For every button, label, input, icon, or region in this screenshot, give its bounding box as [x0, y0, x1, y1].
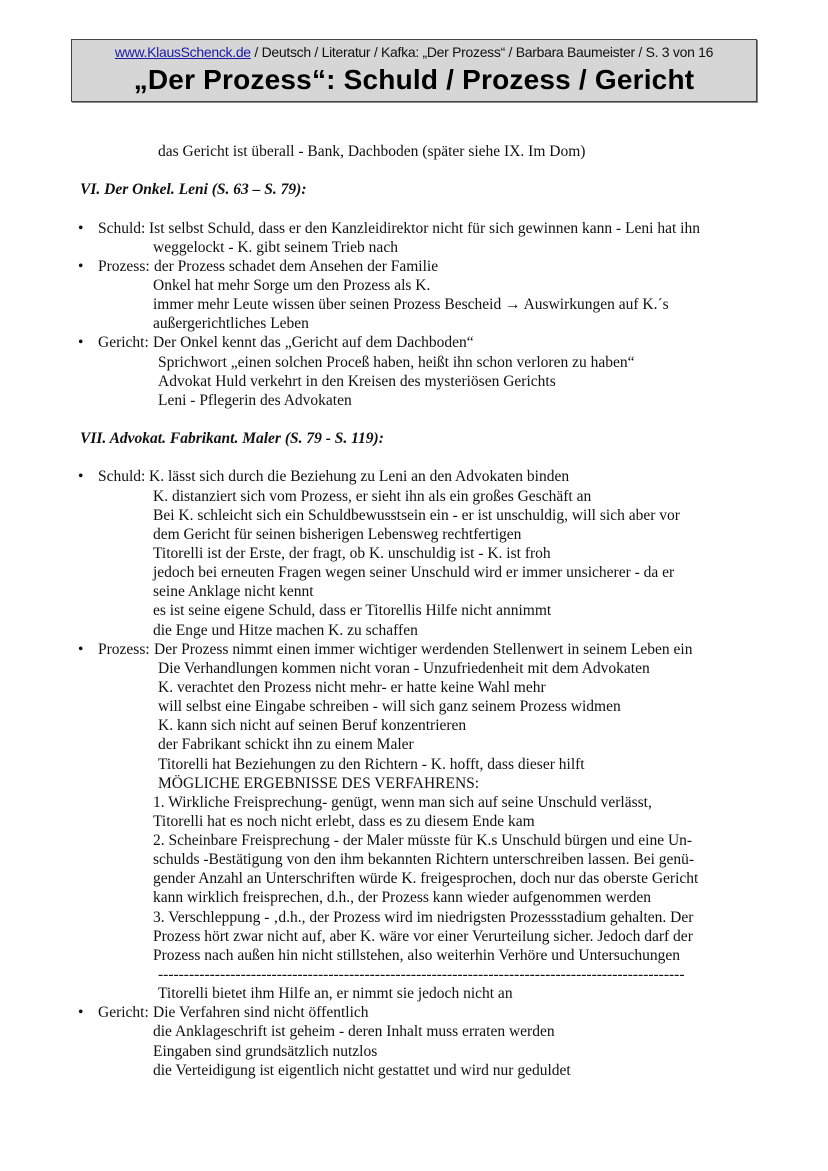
list-line	[0, 869, 828, 888]
spacer	[0, 161, 828, 180]
list-line	[0, 659, 828, 678]
item-text: Der Prozess nimmt einen immer wichtiger werdenden Stellenwert in seinem Leben ein	[154, 640, 693, 658]
bullet-icon: •	[78, 1004, 84, 1022]
item-text: Der Onkel kennt das „Gericht auf dem Dachboden“	[153, 334, 474, 352]
header-breadcrumb	[72, 44, 756, 60]
item-text: kann wirklich freisprechen, d.h., der Prozess kann wieder aufgenommen werden	[153, 889, 651, 907]
list-line	[0, 601, 828, 620]
item-text: der Fabrikant schickt ihn zu einem Maler	[158, 736, 414, 754]
item-text: K. verachtet den Prozess nicht mehr- er hatte keine Wahl mehr	[158, 678, 546, 696]
section-heading: VI. Der Onkel. Leni (S. 63 – S. 79):	[80, 181, 307, 199]
item-text: weggelockt - K. gibt seinem Trieb nach	[153, 238, 398, 256]
item-text: gender Anzahl an Unterschriften würde K. freigesprochen, doch nur das oberste Gericht	[153, 870, 699, 888]
bullet-icon: •	[78, 468, 84, 486]
list-line	[0, 487, 828, 506]
item-text: K. kann sich nicht auf seinen Beruf konzentrieren	[158, 717, 467, 735]
item-text: ------------------------------------------------------------------------------------------------------	[158, 966, 685, 984]
list-line	[0, 831, 828, 850]
section-heading: VII. Advokat. Fabrikant. Maler (S. 79 - S. 119):	[80, 430, 384, 448]
item-text: die Verteidigung ist eigentlich nicht gestattet und wird nur geduldet	[153, 1061, 571, 1079]
breadcrumb-text: / Deutsch / Literatur / Kafka: „Der Prozess“ / Barbara Baumeister / S. 3 von 16	[250, 44, 714, 60]
item-text: außergerichtliches Leben	[153, 315, 309, 333]
item-label: Prozess:	[98, 640, 150, 658]
item-text: seine Anklage nicht kennt	[153, 583, 314, 601]
item-text: Prozess nach außen hin nicht stillstehen, also weiterhin Verhöre und Untersuchungen	[153, 946, 681, 964]
list-line	[0, 525, 828, 544]
item-text: 1. Wirkliche Freisprechung- genügt, wenn man sich auf seine Unschuld verlässt,	[153, 793, 652, 811]
list-line	[0, 295, 828, 314]
item-text: Die Verfahren sind nicht öffentlich	[153, 1004, 369, 1022]
list-line	[0, 467, 828, 486]
list-line	[0, 774, 828, 793]
bullet-icon: •	[78, 219, 84, 237]
list-line	[0, 219, 828, 238]
bullet-icon: •	[78, 257, 84, 275]
list-line	[0, 716, 828, 735]
list-line	[0, 946, 828, 965]
list-line	[0, 735, 828, 754]
item-text: MÖGLICHE ERGEBNISSE DES VERFAHRENS:	[158, 774, 480, 792]
list-line	[0, 755, 828, 774]
item-label: Gericht:	[98, 334, 149, 352]
list-line	[0, 965, 828, 984]
list-line	[0, 927, 828, 946]
item-text: schulds -Bestätigung von den ihm bekannten Richtern unterschreiben lassen. Bei genü-	[153, 851, 695, 869]
list-line	[0, 1061, 828, 1080]
list-line	[0, 238, 828, 257]
item-text: Ist selbst Schuld, dass er den Kanzleidirektor nicht für sich gewinnen kann - Leni hat ihn	[149, 219, 700, 237]
list-line	[0, 812, 828, 831]
list-line	[0, 908, 828, 927]
item-text: 3. Verschleppung - ‚d.h., der Prozess wird im niedrigsten Prozessstadium gehalten. Der	[153, 908, 694, 926]
bullet-icon: •	[78, 640, 84, 658]
list-line	[0, 372, 828, 391]
list-line	[0, 582, 828, 601]
list-line	[0, 314, 828, 333]
item-text: jedoch bei erneuten Fragen wegen seiner Unschuld wird er immer unsicherer - da er	[153, 564, 675, 582]
intro-text: das Gericht ist überall - Bank, Dachboden (später siehe IX. Im Dom)	[158, 143, 586, 160]
item-text: Die Verhandlungen kommen nicht voran - Unzufriedenheit mit dem Advokaten	[158, 659, 650, 677]
spacer	[0, 448, 828, 467]
list-line	[0, 544, 828, 563]
item-text: die Enge und Hitze machen K. zu schaffen	[153, 621, 418, 639]
item-text: Titorelli hat Beziehungen zu den Richtern - K. hofft, dass dieser hilft	[158, 755, 585, 773]
list-line	[0, 697, 828, 716]
list-line	[0, 353, 828, 372]
item-text: dem Gericht für seinen bisherigen Lebensweg rechtfertigen	[153, 525, 522, 543]
list-line	[0, 888, 828, 907]
list-line	[0, 640, 828, 659]
item-text: Titorelli hat es noch nicht erlebt, dass es zu diesem Ende kam	[153, 812, 535, 830]
item-text: Sprichwort „einen solchen Proceß haben, heißt ihn schon verloren zu haben“	[158, 353, 635, 371]
item-label: Prozess:	[98, 257, 150, 275]
page-header	[71, 39, 757, 102]
list-line	[0, 1003, 828, 1022]
spacer	[0, 199, 828, 218]
list-line	[0, 984, 828, 1003]
item-text: Onkel hat mehr Sorge um den Prozess als K.	[153, 276, 431, 294]
item-label: Schuld:	[98, 468, 146, 486]
item-text: Titorelli bietet ihm Hilfe an, er nimmt sie jedoch nicht an	[158, 985, 513, 1003]
item-text: Bei K. schleicht sich ein Schuldbewusstsein ein - er ist unschuldig, will sich aber vor	[153, 506, 680, 524]
bullet-icon: •	[78, 334, 84, 352]
item-text: K. distanziert sich vom Prozess, er sieht ihn als ein großes Geschäft an	[153, 487, 592, 505]
list-line	[0, 678, 828, 697]
item-text: Prozess hört zwar nicht auf, aber K. wäre vor einer Verurteilung sicher. Jedoch darf der	[153, 927, 693, 945]
list-line	[0, 1022, 828, 1041]
list-line	[0, 391, 828, 410]
document-body	[0, 142, 828, 1080]
list-line	[0, 1042, 828, 1061]
item-text: 2. Scheinbare Freisprechung - der Maler müsste für K.s Unschuld bürgen und eine Un-	[153, 832, 693, 850]
list-line	[0, 621, 828, 640]
item-label: Gericht:	[98, 1004, 149, 1022]
list-line	[0, 506, 828, 525]
list-line	[0, 276, 828, 295]
item-label: Schuld:	[98, 219, 146, 237]
page-title: „Der Prozess“: Schuld / Prozess / Gericht	[133, 64, 695, 95]
website-link[interactable]: www.KlausSchenck.de	[114, 44, 251, 60]
list-line	[0, 793, 828, 812]
item-text: Leni - Pflegerin des Advokaten	[158, 391, 352, 409]
item-text: will selbst eine Eingabe schreiben - will sich ganz seinem Prozess widmen	[158, 698, 621, 716]
list-line	[0, 333, 828, 352]
item-text: K. lässt sich durch die Beziehung zu Leni an den Advokaten binden	[149, 468, 570, 486]
item-text: Eingaben sind grundsätzlich nutzlos	[153, 1042, 378, 1060]
item-text: es ist seine eigene Schuld, dass er Titorellis Hilfe nicht annimmt	[153, 602, 552, 620]
item-text: die Anklageschrift ist geheim - deren Inhalt muss erraten werden	[153, 1023, 555, 1041]
item-text: Titorelli ist der Erste, der fragt, ob K. unschuldig ist - K. ist froh	[153, 544, 551, 562]
item-text: Advokat Huld verkehrt in den Kreisen des mysteriösen Gerichts	[158, 372, 556, 390]
intro-line	[0, 142, 828, 161]
list-line	[0, 257, 828, 276]
item-text: immer mehr Leute wissen über seinen Prozess Bescheid → Auswirkungen auf K.´s	[153, 296, 669, 314]
item-text: der Prozess schadet dem Ansehen der Familie	[154, 257, 439, 275]
list-line	[0, 563, 828, 582]
spacer	[0, 410, 828, 429]
list-line	[0, 850, 828, 869]
